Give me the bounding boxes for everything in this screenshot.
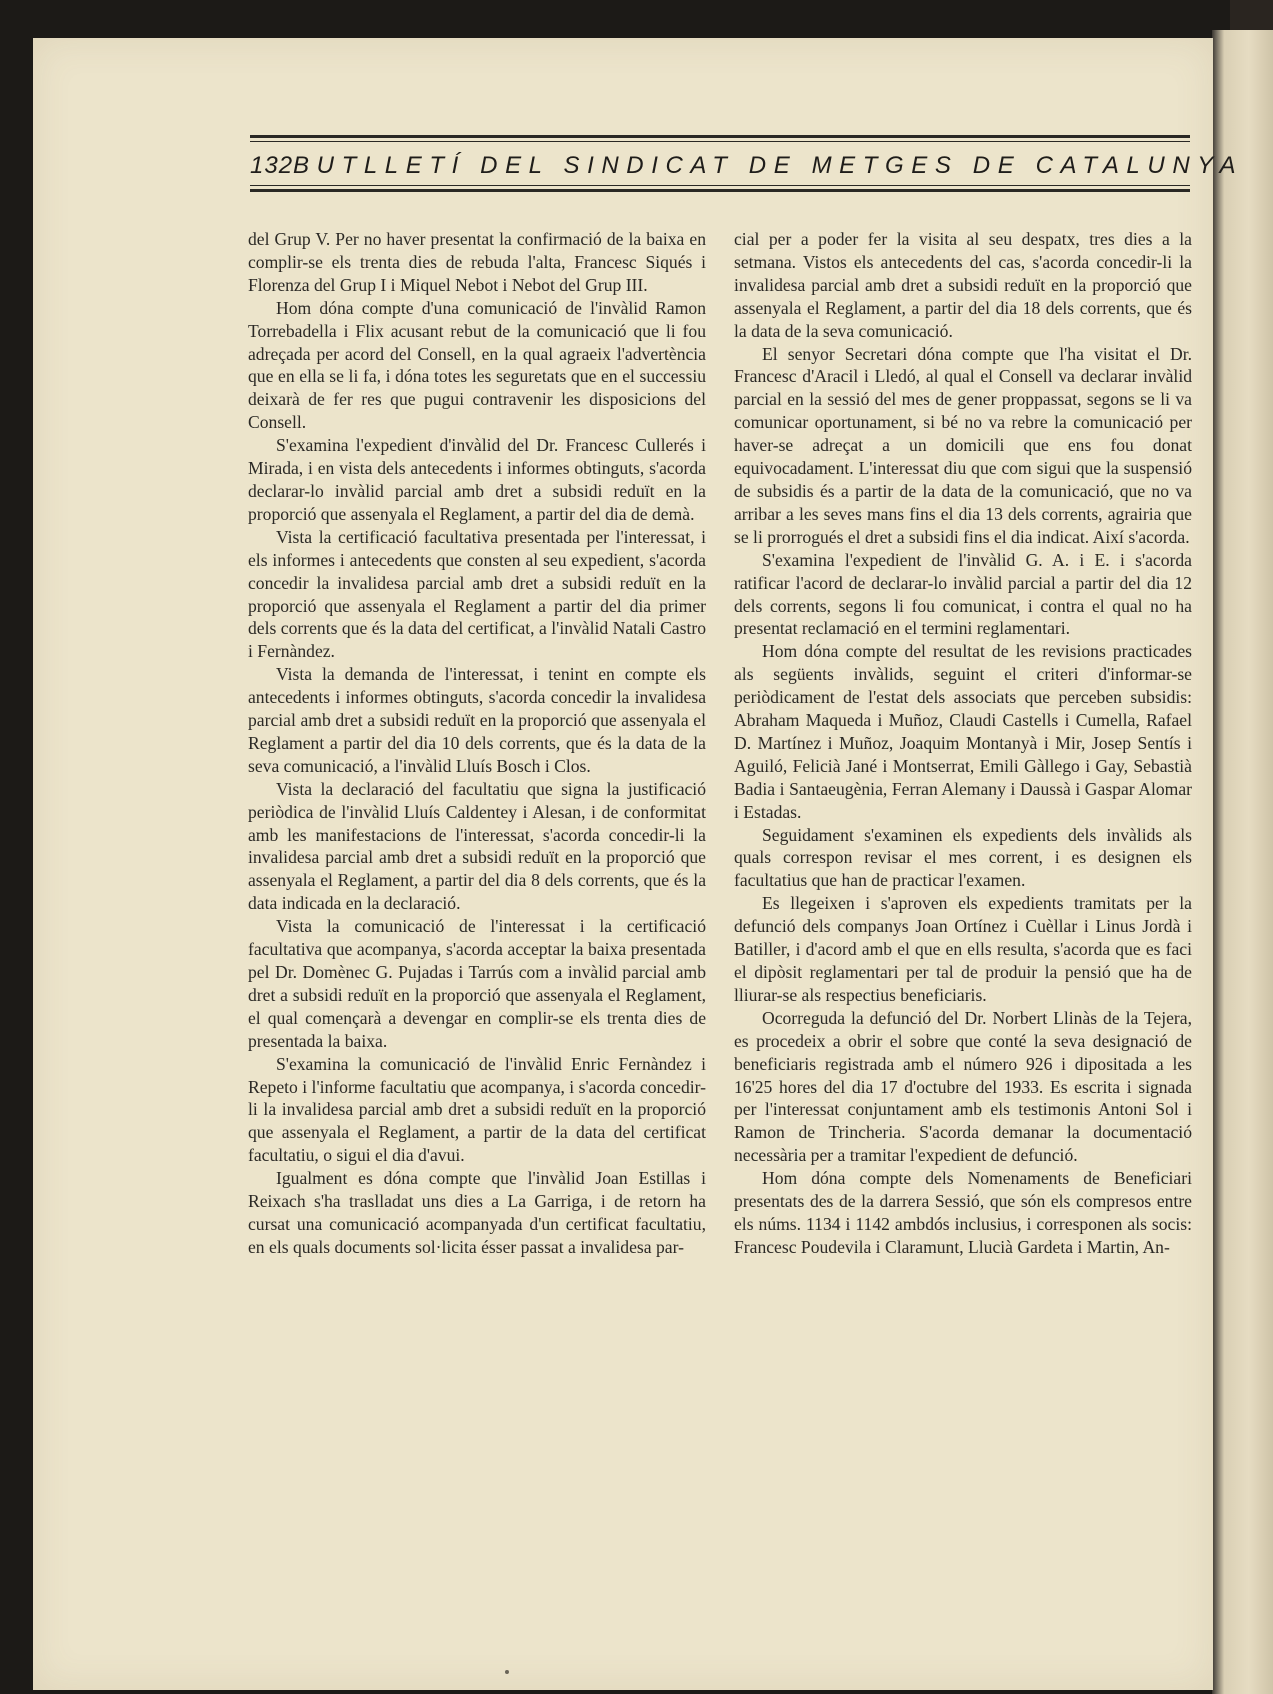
page-number: 132 <box>250 152 294 179</box>
paragraph: Ocorreguda la defunció del Dr. Norbert Llinàs de la Tejera, es procedeix a obrir el sobre que conté la seva designació de beneficiaris registrada amb el número 926 i dipositada a les 16'25 hores del dia 17 d'octubre del 1933. Es escrita i signada per l'interessat conjuntament amb els testimonis Antoni Sol i Ramon de Trincheria. S'acorda demanar la documentació necessària per a tramitar l'expedient de defunció. <box>734 1007 1192 1166</box>
running-header <box>250 135 1244 197</box>
paragraph: El senyor Secretari dóna compte que l'ha visitat el Dr. Francesc d'Aracil i Lledó, al qual el Consell va declarar invàlid parcial en la sessió del mes de gener proppassat, segons se li va comunicar oportunament, si bé no va rebre la comunicació per haver-se adreçat a un domicili que ens fou donat equivocadament. L'interessat diu que com sigui que la suspensió de subsidis és a partir de la data de la comunicació, que no va arribar a les seves mans fins el dia 13 dels corrents, agrairia que se li prorrogués el dret a subsidi fins el dia indicat. Així s'acorda. <box>734 343 1192 547</box>
printer-mark <box>505 1670 509 1674</box>
paragraph: Vista la certificació facultativa presentada per l'interessat, i els informes i antecedents que consten al seu expedient, s'acorda concedir la invalidesa parcial amb dret a subsidi reduït en la proporció que assenyala el Reglament a partir del dia primer dels corrents que és la data del certificat, a l'invàlid Natali Castro i Fernàndez. <box>248 526 706 662</box>
paragraph: S'examina l'expedient d'invàlid del Dr. Francesc Cullerés i Mirada, i en vista dels antecedents i informes obtinguts, s'acorda declarar-lo invàlid parcial amb dret a subsidi reduït en la proporció que assenyala el Reglament, a partir del dia de demà. <box>248 435 706 524</box>
paragraph: S'examina la comunicació de l'invàlid Enric Fernàndez i Repeto i l'informe facultatiu que acompanya, i s'acorda concedir-li la invalidesa parcial amb dret a subsidi reduït en la proporció que assenyala el Reglament, a partir de la data del certificat facultatiu, o sigui el dia d'avui. <box>248 1053 706 1166</box>
paragraph: Vista la demanda de l'interessat, i tenint en compte els antecedents i informes obtinguts, s'acorda concedir la invalidesa parcial amb dret a subsidi reduït en la proporció que assenyala el Reglament a partir del dia 10 dels corrents, que és la data de la seva comunicació, a l'invàlid Lluís Bosch i Clos. <box>248 664 706 776</box>
right-column <box>734 228 1192 1259</box>
paragraph: S'examina l'expedient de l'invàlid G. A. i E. i s'acorda ratificar l'acord de declarar-lo invàlid parcial a partir del dia 12 dels corrents, segons li fou comunicat, i contra el qual no ha presentat reclamació en el termini reglamentari. <box>734 549 1192 639</box>
header-text <box>250 152 1244 180</box>
paragraph: Hom dóna compte dels Nomenaments de Beneficiari presentats des de la darrera Sessió, que són els compresos entre els núms. 1134 i 1142 ambdós inclusius, i corresponen als socis: Francesc Poudevila i Claramunt, Llucià Gardeta i Martin, An- <box>734 1168 1192 1257</box>
paragraph: del Grup V. Per no haver presentat la confirmació de la baixa en complir-se els trenta dies de rebuda l'alta, Francesc Siqués i Florenza del Grup I i Miquel Nebot i Nebot del Grup III. <box>248 229 706 295</box>
header-rule-top <box>250 135 1190 138</box>
header-rule-bottom <box>250 189 1190 192</box>
paragraph: Hom dóna compte d'una comunicació de l'invàlid Ramon Torrebadella i Flix acusant rebut de la comunicació que li fou adreçada per acord del Consell, en la qual agraeix l'advertència que en ella se li fa, i dóna totes les seguretats que en el successiu deixarà de fer res que pugui contravenir les disposicions del Consell. <box>248 297 706 433</box>
facing-page-edge <box>1212 30 1273 1694</box>
journal-title: BUTLLETÍ DEL SINDICAT DE METGES DE CATALUNYA <box>293 152 1244 179</box>
paragraph: Es llegeixen i s'aproven els expedients tramitats per la defunció dels companys Joan Ortínez i Cuèllar i Linus Jordà i Batiller, i d'acord amb el que en ells resulta, s'acorda que es faci el dipòsit reglamentari per tal de produir la pensió que ha de lliurar-se als respectius beneficiaris. <box>734 893 1192 1005</box>
paragraph: Igualment es dóna compte que l'invàlid Joan Estillas i Reixach s'ha traslladat uns dies a La Garriga, i de retorn ha cursat una comunicació acompanyada d'un certificat facultatiu, en els quals documents sol·licita ésser passat a invalidesa par- <box>248 1168 706 1257</box>
paragraph: Vista la declaració del facultatiu que signa la justificació periòdica de l'invàlid Lluís Caldentey i Alesan, i de conformitat amb les manifestacions de l'interessat, s'acorda concedir-li la invalidesa parcial amb dret a subsidi reduït en la proporció que assenyala el Reglament, a partir del dia 8 dels corrents, que és la data indicada en la declaració. <box>248 778 706 914</box>
header-rule-bottom-thin <box>250 185 1190 186</box>
paragraph: Seguidament s'examinen els expedients dels invàlids als quals correspon revisar el mes corrent, i es designen els facultatius que han de practicar l'examen. <box>734 824 1192 891</box>
paragraph: Hom dóna compte del resultat de les revisions practicades als següents invàlids, seguint el criteri d'informar-se periòdicament de l'estat dels associats que perceben subsidis: Abraham Maqueda i Muñoz, Claudi Castells i Cumella, Rafael D. Martínez i Muñoz, Joaquim Montanyà i Mir, Josep Sentís i Aguiló, Felicià Jané i Montserrat, Emili Gàllego i Gay, Sebastià Badia i Santaeugènia, Ferran Alemany i Daussà i Gaspar Alomar i Estadas. <box>734 641 1192 822</box>
left-column <box>248 228 706 1259</box>
header-rule-top-thin <box>250 141 1190 142</box>
paragraph: Vista la comunicació de l'interessat i la certificació facultativa que acompanya, s'acorda acceptar la baixa presentada pel Dr. Domènec G. Pujadas i Tarrús com a invàlid parcial amb dret a subsidi reduït en la proporció que assenyala el Reglament, el qual començarà a devengar en complir-se els trenta dies de presentada la baixa. <box>248 916 706 1051</box>
paragraph: cial per a poder fer la visita al seu despatx, tres dies a la setmana. Vistos els antecedents del cas, s'acorda concedir-li la invalidesa parcial amb dret a subsidi reduït en la proporció que assenyala el Reglament, a partir del dia 18 dels corrents, que és la data de la seva comunicació. <box>734 229 1192 341</box>
